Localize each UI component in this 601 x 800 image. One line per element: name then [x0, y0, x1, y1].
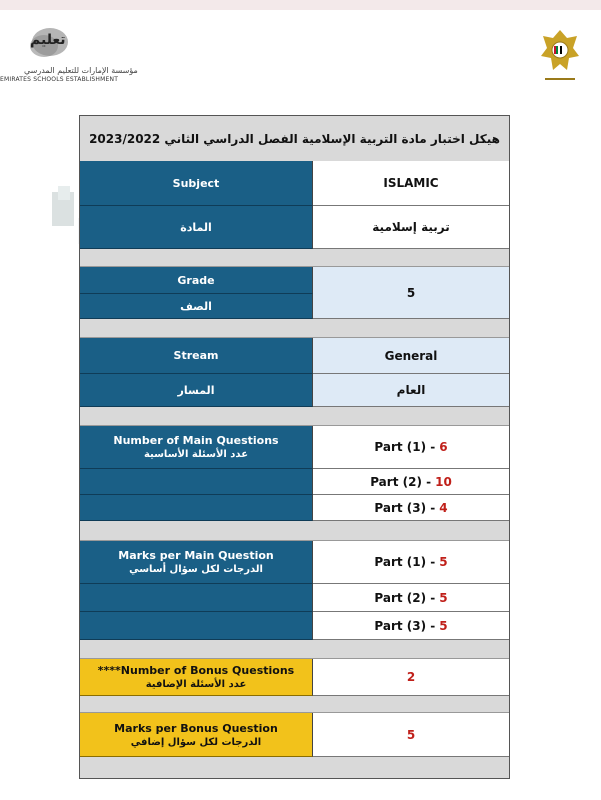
- separator-row: [80, 640, 509, 659]
- separator-row: [80, 757, 509, 778]
- main-questions-blank: [80, 495, 313, 521]
- bonus-questions-value: 2: [313, 659, 509, 696]
- main-questions-part-1: [313, 426, 509, 469]
- part-value: 5: [439, 590, 448, 605]
- table-title: هيكل اختبار مادة التربية الإسلامية الفصل الدراسي الثاني 2023/2022: [80, 116, 509, 162]
- part-label: Part (1) -: [374, 440, 436, 454]
- top-band: [0, 0, 601, 10]
- stream-ar-label: المسار: [80, 374, 313, 407]
- part-label: Part (3) -: [374, 618, 436, 633]
- ese-logo-word: تعليم: [30, 32, 66, 48]
- ese-logo: [0, 26, 138, 83]
- part-label: Part (2) -: [370, 474, 432, 489]
- subject-en-label: Subject: [80, 161, 313, 206]
- bonus-questions-label-en: ****Number of Bonus Questions: [97, 664, 295, 677]
- exam-structure-table: [79, 115, 510, 779]
- separator-row: [80, 249, 509, 267]
- part-value: 5: [439, 555, 448, 569]
- part-value: 10: [435, 474, 452, 489]
- subject-en-value: ISLAMIC: [313, 161, 509, 206]
- marks-main-blank: [80, 584, 313, 612]
- bonus-questions-label-ar: عدد الأسئلة الإضافية: [145, 679, 247, 690]
- ese-logo-english: EMIRATES SCHOOLS ESTABLISHMENT: [0, 76, 119, 83]
- marks-main-blank: [80, 612, 313, 640]
- stream-ar-value: العام: [313, 374, 509, 407]
- part-value: 6: [439, 440, 448, 454]
- grade-value: 5: [313, 267, 509, 319]
- marks-main-label: [80, 541, 313, 584]
- part-value: 5: [439, 618, 448, 633]
- part-label: Part (3) -: [374, 500, 436, 515]
- main-questions-label-ar: عدد الأسئلة الأساسية: [143, 449, 249, 460]
- stream-en-value: General: [313, 338, 509, 374]
- main-questions-part-2: [313, 469, 509, 495]
- separator-row: [80, 407, 509, 426]
- part-label: Part (1) -: [374, 555, 436, 569]
- marks-main-label-ar: الدرجات لكل سؤال أساسي: [129, 564, 263, 575]
- separator-row: [80, 696, 509, 713]
- grade-ar-label: الصف: [80, 294, 313, 319]
- separator-row: [80, 319, 509, 338]
- ese-logo-arabic: مؤسسة الإمارات للتعليم المدرسي: [24, 66, 138, 75]
- marks-main-part-3: [313, 612, 509, 640]
- marks-main-part-2: [313, 584, 509, 612]
- separator-row: [80, 521, 509, 541]
- main-questions-part-3: [313, 495, 509, 521]
- uae-emblem-icon: [537, 26, 583, 86]
- subject-ar-label: المادة: [80, 206, 313, 249]
- grade-en-label: Grade: [80, 267, 313, 294]
- marks-bonus-value: 5: [313, 713, 509, 757]
- stream-en-label: Stream: [80, 338, 313, 374]
- main-questions-label-en: Number of Main Questions: [113, 434, 279, 447]
- marks-bonus-label-en: Marks per Bonus Question: [114, 721, 278, 735]
- main-questions-label: [80, 426, 313, 469]
- part-value: 4: [439, 500, 448, 515]
- marks-main-label-en: Marks per Main Question: [118, 549, 274, 562]
- main-questions-blank: [80, 469, 313, 495]
- marks-main-part-1: [313, 541, 509, 584]
- marks-bonus-label-ar: الدرجات لكل سؤال إضافي: [130, 736, 262, 748]
- part-label: Part (2) -: [374, 590, 436, 605]
- subject-ar-value: تربية إسلامية: [313, 206, 509, 249]
- bonus-questions-label: [80, 659, 313, 696]
- marks-bonus-label: [80, 713, 313, 757]
